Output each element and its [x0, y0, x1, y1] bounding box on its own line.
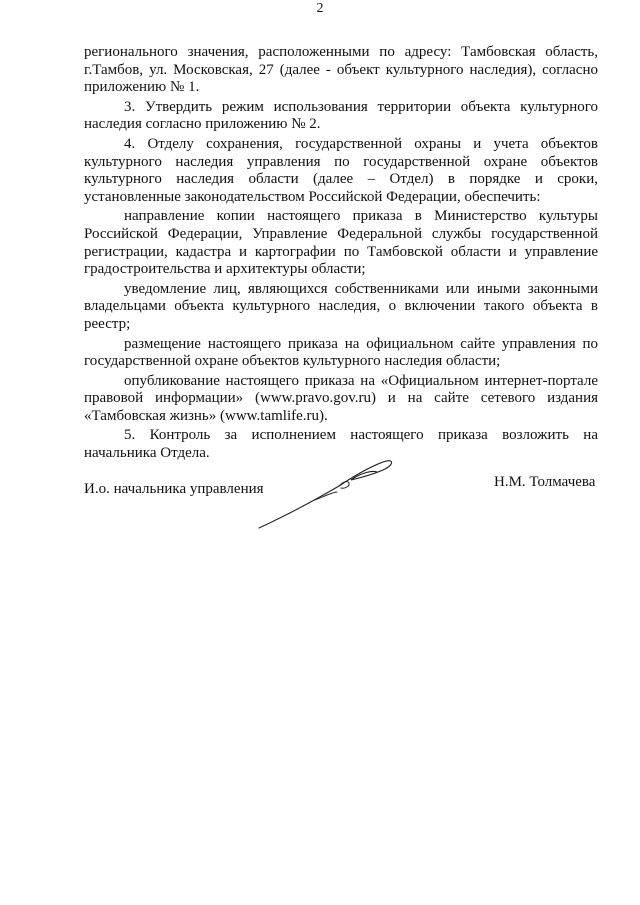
paragraph-subitem-website: размещение настоящего приказа на официальном сайте управления по государственной охране объектов культурного наследия области;	[84, 335, 598, 370]
paragraph-subitem-notification: уведомление лиц, являющихся собственниками или иными законными владельцами объекта культурного наследия, о включении такого объекта в реестр;	[84, 280, 598, 332]
paragraph-continuation: регионального значения, расположенными по адресу: Тамбовская область, г.Тамбов, ул. Московская, 27 (далее - объект культурного наследия), согласно приложению № 1.	[84, 44, 598, 96]
paragraph-item-5: 5. Контроль за исполнением настоящего приказа возложить на начальника Отдела.	[84, 427, 598, 462]
page-number: 2	[316, 1, 324, 16]
signatory-name: Н.М. Толмачева	[494, 474, 596, 490]
paragraph-item-3: 3. Утвердить режим использования территории объекта культурного наследия согласно приложению № 2.	[84, 98, 598, 133]
paragraph-subitem-publication: опубликование настоящего приказа на «Официальном интернет-портале правовой информации» (www.pravo.gov.ru) и на сайте сетевого издания «Тамбовская жизнь» (www.tamlife.ru).	[84, 372, 598, 424]
document-body	[84, 44, 598, 465]
handwritten-signature	[255, 456, 400, 532]
paragraph-subitem-copies: направление копии настоящего приказа в Министерство культуры Российской Федерации, Управление Федеральной службы государственной регистрации, кадастра и картографии по Тамбовской области и управление градостроительства и архитектуры области;	[84, 208, 598, 278]
paragraph-item-4: 4. Отделу сохранения, государственной охраны и учета объектов культурного наследия управления по государственной охране объектов культурного наследия области (далее – Отдел) в порядке и сроки, установленные законодательством Российской Федерации, обеспечить:	[84, 135, 598, 205]
signatory-position: И.о. начальника управления	[84, 481, 264, 497]
